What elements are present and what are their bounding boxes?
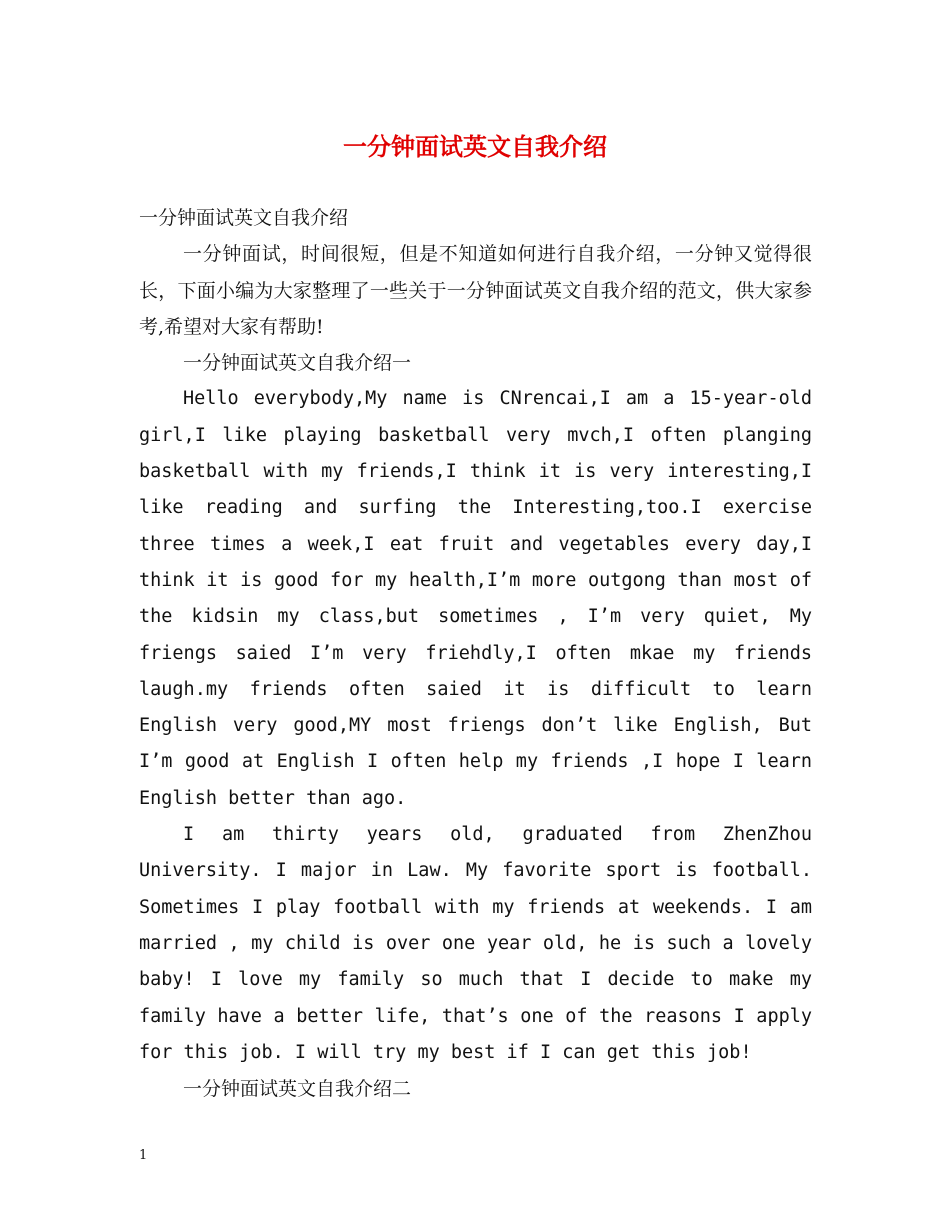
- document-title: 一分钟面试英文自我介绍: [343, 132, 607, 161]
- document-body: [139, 200, 812, 1107]
- subheading-one: 一分钟面试英文自我介绍一: [183, 352, 412, 375]
- subheading-two: 一分钟面试英文自我介绍二: [183, 1078, 412, 1101]
- english-paragraph-one: Hello everybody,My name is CNrencai,I am a 15-year-old girl,I like playing basketball very mvch,I often planging basketball with my friends,I think it is very interesting,I like reading and surfing the Interesting,too.I exercise three times a week,I eat fruit and vegetables every day,I think it is good for my health,I’m more outgong than most of the kidsin my class,but sometimes , I’m very quiet, My friengs saied I’m very friehdly,I often mkae my friends laugh.my friends often saied it is difficult to learn English very good,MY most friengs don’t like English, But I’m good at English I often help my friends ,I hope I learn English better than ago.: [139, 388, 812, 809]
- english-paragraph-two: I am thirty years old, graduated from ZhenZhou University. I major in Law. My favorite sport is football. Sometimes I play football with my friends at weekends. I am married , my child is over one year old, he is such a lovely baby! I love my family so much that I decide to make my family have a better life, that’s one of the reasons I apply for this job. I will try my best if I can get this job!: [139, 824, 812, 1063]
- section-heading: 一分钟面试英文自我介绍: [139, 207, 349, 229]
- intro-paragraph: 一分钟面试，时间很短，但是不知道如何进行自我介绍，一分钟又觉得很长，下面小编为大家整理了一些关于一分钟面试英文自我介绍的范文，供大家参考,希望对大家有帮助!: [139, 243, 812, 338]
- page-number: 1: [139, 1148, 148, 1163]
